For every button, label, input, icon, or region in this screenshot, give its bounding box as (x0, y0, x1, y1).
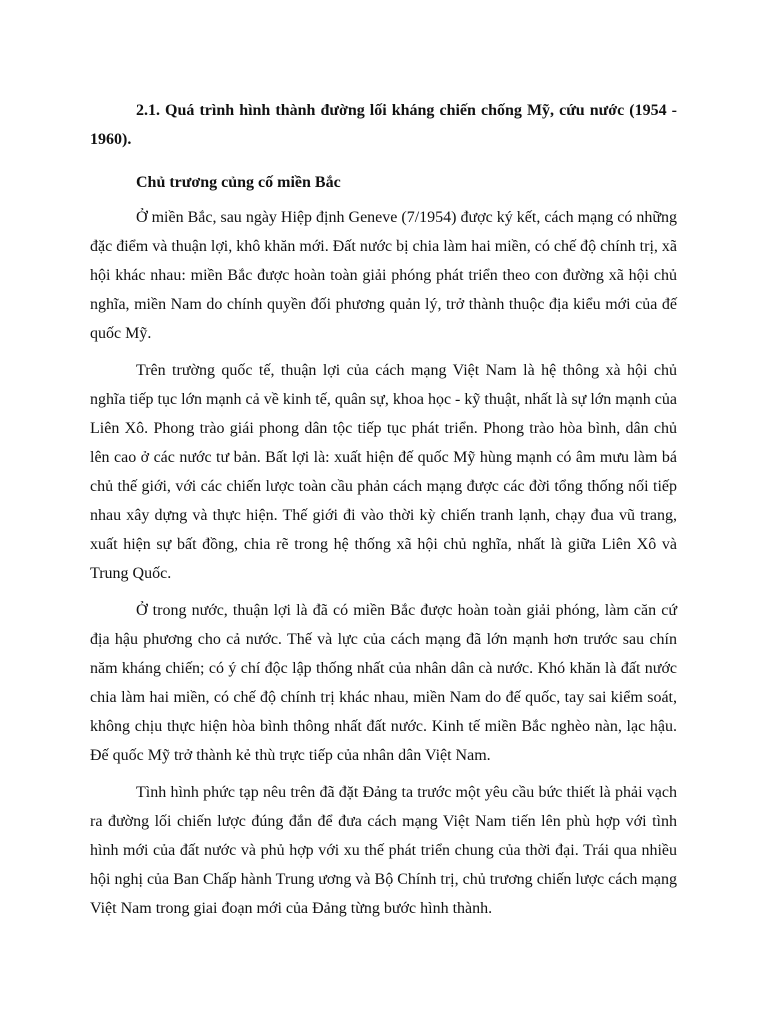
section-heading: 2.1. Quá trình hình thành đường lối kháng chiến chống Mỹ, cứu nước (1954 - 1960). (90, 102, 677, 148)
document-page (90, 96, 677, 923)
paragraph-4: Tình hình phức tạp nêu trên đã đặt Đảng ta trước một yêu cầu bức thiết là phải vạch ra đường lối chiến lược đúng đắn để đưa cách mạng Việt Nam tiến lên phù hợp với tình hình mới của đất nước và phủ hợp với xu thế phát triển chung của thời đại. Trái qua nhiều hội nghị của Ban Chấp hành Trung ương và Bộ Chính trị, chủ trương chiến lược cách mạng Việt Nam trong giai đoạn mới của Đảng từng bước hình thành. (90, 784, 677, 917)
paragraph-1: Ở miền Bắc, sau ngày Hiệp định Geneve (7/1954) được ký kết, cách mạng có những đặc điểm và thuận lợi, khô khăn mới. Đất nước bị chia làm hai miền, có chế độ chính trị, xã hội khác nhau: miền Bắc được hoàn toàn giải phóng phát triển theo con đường xã hội chủ nghĩa, miền Nam do chính quyền đối phương quản lý, trở thành thuộc địa kiểu mới của đế quốc Mỹ. (90, 209, 677, 342)
paragraph-2: Trên trường quốc tế, thuận lợi của cách mạng Việt Nam là hệ thông xà hội chủ nghĩa tiếp tục lớn mạnh cả về kinh tế, quân sự, khoa học - kỹ thuật, nhất là sự lớn mạnh của Liên Xô. Phong trào giái phong dân tộc tiếp tục phát triển. Phong trào hòa bình, dân chủ lên cao ở các nước tư bản. Bất lợi là: xuất hiện đế quốc Mỹ hùng mạnh có âm mưu làm bá chủ thế giới, với các chiến lược toàn cầu phản cách mạng được các đời tổng thống nối tiếp nhau xây dựng và thực hiện. Thế giới đi vào thời kỳ chiến tranh lạnh, chạy đua vũ trang, xuất hiện sự bất đồng, chia rẽ trong hệ thống xã hội chủ nghĩa, nhất là giữa Liên Xô và Trung Quốc. (90, 362, 678, 582)
subsection-heading: Chủ trương củng cố miền Bắc (136, 174, 341, 191)
paragraph-3: Ở trong nước, thuận lợi là đã có miền Bắc được hoàn toàn giải phóng, làm căn cứ địa hậu phương cho cả nước. Thế và lực của cách mạng đã lớn mạnh hơn trước sau chín năm kháng chiến; có ý chí độc lập thống nhất của nhân dân cà nước. Khó khăn là đất nước chia làm hai miền, có chế độ chính trị khác nhau, miền Nam do đế quốc, tay sai kiểm soát, không chịu thực hiện hòa bình thông nhất đất nước. Kinh tế miền Bắc nghèo nàn, lạc hậu. Đế quốc Mỹ trở thành kẻ thù trực tiếp của nhân dân Việt Nam. (90, 602, 677, 764)
